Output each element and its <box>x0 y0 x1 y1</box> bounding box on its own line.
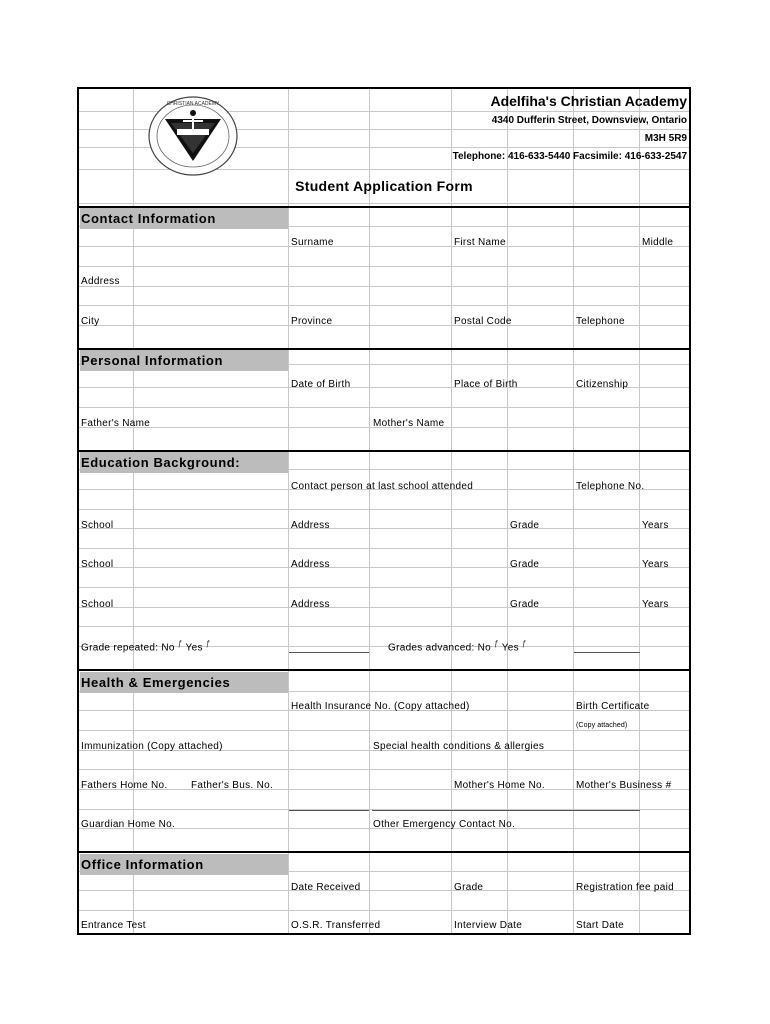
grid-row <box>79 607 689 608</box>
fathers-bus-underline <box>289 810 369 811</box>
grades-advanced-underline <box>574 652 640 653</box>
svg-text:CHRISTIAN ACADEMY: CHRISTIAN ACADEMY <box>166 101 220 107</box>
office-grade-field[interactable]: Grade <box>454 882 484 893</box>
grid-row <box>79 567 689 568</box>
grid-col <box>639 89 640 933</box>
grades-advanced-no-option[interactable]: Grades advanced: No <box>388 642 491 654</box>
birth-certificate-field[interactable]: Birth Certificate <box>576 701 650 712</box>
mothers-home-no-field[interactable]: Mother's Home No. <box>454 780 545 791</box>
school-name: Adelfiha's Christian Academy <box>490 93 687 109</box>
grid-col <box>573 89 574 933</box>
grid-row <box>79 266 689 267</box>
first-name-field[interactable]: First Name <box>454 237 506 248</box>
date-received-field[interactable]: Date Received <box>291 882 361 893</box>
special-health-field[interactable]: Special health conditions & allergies <box>373 741 545 752</box>
postal-code-field[interactable]: Postal Code <box>454 316 512 327</box>
surname-field[interactable]: Surname <box>291 237 334 248</box>
mothers-business-field[interactable]: Mother's Business # <box>576 780 672 791</box>
grade-repeated-yes-option[interactable]: Yes <box>185 642 203 654</box>
section-health-emergencies: Health & Emergencies <box>80 672 288 693</box>
start-date-field[interactable]: Start Date <box>576 920 625 931</box>
date-of-birth-field[interactable]: Date of Birth <box>291 379 351 390</box>
section-contact-information: Contact Information <box>80 208 288 229</box>
grade-repeated-underline <box>289 652 369 653</box>
province-field[interactable]: Province <box>291 316 333 327</box>
school-address: 4340 Dufferin Street, Downsview, Ontario <box>491 115 687 126</box>
guardian-home-no-field[interactable]: Guardian Home No. <box>81 819 176 830</box>
grades-advanced-row <box>388 638 527 654</box>
school-1-years-field[interactable]: Years <box>642 520 669 531</box>
grid-col <box>369 89 370 933</box>
section-divider <box>79 851 689 853</box>
school-1-address-field[interactable]: Address <box>291 520 330 531</box>
school-1-name-field[interactable]: School <box>81 520 114 531</box>
grade-repeated-yes-checkbox-icon[interactable]: ƒ <box>205 639 211 648</box>
fathers-name-field[interactable]: Father's Name <box>81 418 151 429</box>
section-education-background: Education Background: <box>80 452 288 473</box>
health-insurance-field[interactable]: Health Insurance No. (Copy attached) <box>291 701 470 712</box>
form-title: Student Application Form <box>295 178 473 194</box>
school-3-years-field[interactable]: Years <box>642 599 669 610</box>
school-telephone-field[interactable]: Telephone No. <box>576 481 645 492</box>
grid-col <box>507 89 508 933</box>
place-of-birth-field[interactable]: Place of Birth <box>454 379 518 390</box>
grid-row <box>79 286 689 287</box>
school-2-address-field[interactable]: Address <box>291 559 330 570</box>
school-3-grade-field[interactable]: Grade <box>510 599 540 610</box>
middle-name-field[interactable]: Middle <box>642 237 674 248</box>
grid-row <box>79 626 689 627</box>
interview-date-field[interactable]: Interview Date <box>454 920 523 931</box>
section-divider <box>79 669 689 671</box>
grid-row <box>79 407 689 408</box>
school-crest-logo <box>147 95 239 177</box>
grid-row <box>79 548 689 549</box>
section-office-information: Office Information <box>80 854 288 875</box>
mothers-home-underline <box>372 810 640 811</box>
fathers-bus-no-field[interactable]: Father's Bus. No. <box>191 780 274 791</box>
grid-row <box>79 769 689 770</box>
city-field[interactable]: City <box>81 316 100 327</box>
registration-fee-field[interactable]: Registration fee paid <box>576 882 675 893</box>
grades-advanced-yes-option[interactable]: Yes <box>501 642 519 654</box>
grade-repeated-row <box>81 638 211 654</box>
mothers-name-field[interactable]: Mother's Name <box>373 418 445 429</box>
other-emergency-contact-field[interactable]: Other Emergency Contact No. <box>373 819 516 830</box>
telephone-field[interactable]: Telephone <box>576 316 625 327</box>
grid-row <box>79 246 689 247</box>
section-personal-information: Personal Information <box>80 350 288 371</box>
school-postal: M3H 5R9 <box>644 133 687 144</box>
birth-certificate-note: (Copy attached) <box>576 722 628 729</box>
entrance-test-field[interactable]: Entrance Test <box>81 920 146 931</box>
school-2-grade-field[interactable]: Grade <box>510 559 540 570</box>
school-1-grade-field[interactable]: Grade <box>510 520 540 531</box>
school-2-name-field[interactable]: School <box>81 559 114 570</box>
grid-col <box>288 89 289 933</box>
school-3-address-field[interactable]: Address <box>291 599 330 610</box>
immunization-field[interactable]: Immunization (Copy attached) <box>81 741 223 752</box>
grid-row <box>79 305 689 306</box>
grade-repeated-no-checkbox-icon[interactable]: ƒ <box>177 639 183 648</box>
application-form <box>77 87 691 935</box>
school-contact: Telephone: 416-633-5440 Facsimile: 416-633-2547 <box>452 151 687 162</box>
grid-row <box>79 910 689 911</box>
grid-row <box>79 203 689 204</box>
grade-repeated-no-option[interactable]: Grade repeated: No <box>81 642 175 654</box>
school-3-name-field[interactable]: School <box>81 599 114 610</box>
contact-last-school-field[interactable]: Contact person at last school attended <box>291 481 474 492</box>
grid-col <box>451 89 452 933</box>
grades-advanced-yes-checkbox-icon[interactable]: ƒ <box>522 639 527 648</box>
citizenship-field[interactable]: Citizenship <box>576 379 629 390</box>
address-field[interactable]: Address <box>81 276 120 287</box>
grades-advanced-no-checkbox-icon[interactable]: ƒ <box>494 639 499 648</box>
grid-row <box>79 528 689 529</box>
grid-row <box>79 509 689 510</box>
grid-row <box>79 587 689 588</box>
fathers-home-no-field[interactable]: Fathers Home No. <box>81 780 168 791</box>
school-2-years-field[interactable]: Years <box>642 559 669 570</box>
osr-transferred-field[interactable]: O.S.R. Transferred <box>291 920 381 931</box>
